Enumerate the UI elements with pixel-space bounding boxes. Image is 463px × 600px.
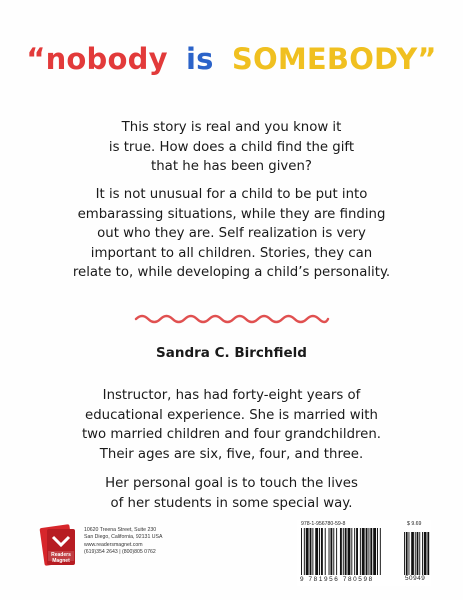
price-code: 50949 xyxy=(405,575,426,582)
publisher-address-line: 10620 Treena Street, Suite 230 xyxy=(84,527,157,533)
blurb-line: important to all children. Stories, they can xyxy=(90,245,373,261)
publisher-phone: (619)354 2643 | (800)805 0762 xyxy=(84,549,156,556)
blurb-line: relate to, while developing a child’s personality. xyxy=(72,265,391,280)
svg-text:Readers: Readers xyxy=(51,552,71,558)
blurb-line: that he has been given? xyxy=(151,159,312,174)
isbn-label: 978-1-956780-59-8 xyxy=(301,521,346,527)
blurb-line: is true. How does a child find the gift xyxy=(108,139,355,155)
readers-magnet-logo-icon xyxy=(39,523,79,569)
blurb-paragraph-1 xyxy=(40,118,423,177)
bio-line: Her personal goal is to touch the lives xyxy=(105,476,358,491)
blurb-line: This story is real and you know it xyxy=(121,120,342,135)
publisher-address xyxy=(84,527,162,557)
bio-line: Their ages are six, five, four, and three. xyxy=(99,446,364,462)
author-name: Sandra C. Birchfield xyxy=(156,345,307,361)
blurb-paragraph-2 xyxy=(40,185,423,283)
author-bio-paragraph-2 xyxy=(40,474,423,513)
bio-line: of her students in some special way. xyxy=(110,495,353,511)
author-bio-paragraph-1 xyxy=(40,386,423,464)
title-part-somebody: SOMEBODY” xyxy=(231,42,437,76)
publisher-website: www.readersmagnet.com xyxy=(84,541,143,548)
isbn-digits: 9 781956 780598 xyxy=(300,576,374,583)
bio-line: Instructor, has had forty-eight years of xyxy=(102,388,361,403)
book-title xyxy=(0,42,463,76)
blurb-line: It is not unusual for a child to be put into xyxy=(95,187,368,202)
title-part-nobody: “nobody xyxy=(26,42,168,76)
bio-line: educational experience. She is married with xyxy=(85,407,378,423)
bio-line: two married children and four grandchildren. xyxy=(81,427,382,442)
svg-text:Magnet: Magnet xyxy=(52,558,70,564)
blurb-line: embarassing situations, while they are finding xyxy=(77,206,386,222)
publisher-address-line: San Diego, California, 92131 USA xyxy=(84,534,163,541)
blurb-line: out who they are. Self realization is very xyxy=(97,226,366,241)
price-label: $ 9.69 xyxy=(407,521,422,527)
title-part-is: is xyxy=(185,42,214,76)
wavy-line-icon xyxy=(134,312,330,326)
